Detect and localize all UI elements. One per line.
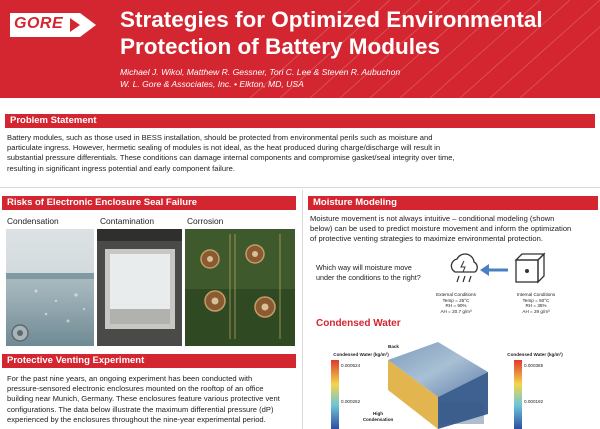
left-scale-mid: 0.000262 [341,399,361,404]
corrosion-photo [185,229,295,346]
internal-ah: AH = 29 g/m³ [522,308,550,314]
condensation-label: Condensation [7,216,59,226]
right-scale-mid: 0.000192 [524,399,544,404]
condensation-photo [6,229,94,346]
moisture-heading: Moisture Modeling [308,196,598,210]
high-label-line-2: Condensation [362,416,394,422]
right-color-scale [514,360,524,429]
external-title: External Conditions [436,292,476,297]
external-ah: AH = 20.7 g/m³ [440,308,472,314]
venting-text [7,374,297,425]
poster-title [120,6,590,60]
moisture-line-2: below) can be used to predict moisture movement and inform the optimization [310,224,572,234]
left-scale-title: Condensed Water (kg/m²) [333,352,389,357]
author-affiliation: W. L. Gore & Associates, Inc. • Elkton, MD, USA [120,79,304,89]
left-color-scale [331,360,341,429]
title-line-1: Strategies for Optimized Environmental [120,7,543,32]
venting-line-5: experienced by the enclosures throughout the nine-year experimental period. [7,414,266,424]
poster-header [0,0,600,98]
internal-conditions [506,292,566,314]
venting-line-4: configurations. The data below illustrate the maximum differential pressure (dP) [7,404,274,414]
problem-statement-heading: Problem Statement [5,114,595,128]
moisture-question [316,263,421,282]
contamination-label: Contamination [100,216,155,226]
internal-temp: Temp = 50°C [522,297,550,303]
problem-line-2: particulate ingress. However, hermetic sealing of modules is not ideal, as the heat produced during charge/discharge will result in [7,143,441,153]
venting-heading: Protective Venting Experiment [2,354,296,368]
question-line-1: Which way will moisture move [316,263,412,272]
problem-statement-text [7,133,597,174]
internal-title: Internal Conditions [516,292,556,297]
venting-line-3: building near Munich, Germany. These enclosures feature various protective vent [7,394,280,404]
moisture-line-1: Moisture movement is not always intuitive – conditional modeling (shown [310,214,555,223]
venting-line-1: For the past nine years, an ongoing experiment has been conducted with [7,374,253,383]
column-divider [302,190,303,429]
back-label: Back [388,344,399,349]
logo-text: GORE [14,15,64,32]
author-names: Michael J. Wikol, Matthew R. Gessner, Tori C. Lee & Steven R. Aubuchon [120,67,401,77]
condensed-water-heading: Condensed Water [316,318,401,329]
external-rh: RH = 90% [445,303,467,308]
left-scale-max: 0.000524 [341,363,361,368]
section-divider [0,187,600,188]
right-scale-title: Condensed Water (kg/m²) [507,352,563,357]
author-block [120,66,400,90]
title-line-2: Protection of Battery Modules [120,34,441,59]
corrosion-label: Corrosion [187,216,224,226]
external-temp: Temp = 25°C [442,297,470,303]
high-label-line-1: High [372,411,384,416]
moisture-text [310,214,598,245]
risks-heading: Risks of Electronic Enclosure Seal Failure [2,196,296,210]
arrow-left-icon [480,264,508,276]
right-scale-max: 0.000385 [524,363,544,368]
problem-line-1: Battery modules, such as those used in BESS installation, should be protected from environmental perils such as moisture and [7,133,433,142]
external-conditions [426,292,486,314]
question-line-2: under the conditions to the right? [316,272,421,282]
problem-line-3: substantial pressure differentials. These conditions can damage internal components and compromise gasket/seal integrity over time, [7,153,455,163]
enclosure-icon [512,252,548,288]
venting-line-2: pressure-sensored electronic enclosures mounted on the rooftop of an office [7,384,264,394]
high-condensation-label [358,411,398,422]
problem-line-4: resulting in significant ingress potential and early component failure. [7,163,235,173]
contamination-photo [97,229,182,346]
cloud-rain-icon [445,252,485,288]
internal-rh: RH = 35% [525,303,547,308]
moisture-line-3: of protective venting strategies to maximize environmental protection. [310,234,543,244]
